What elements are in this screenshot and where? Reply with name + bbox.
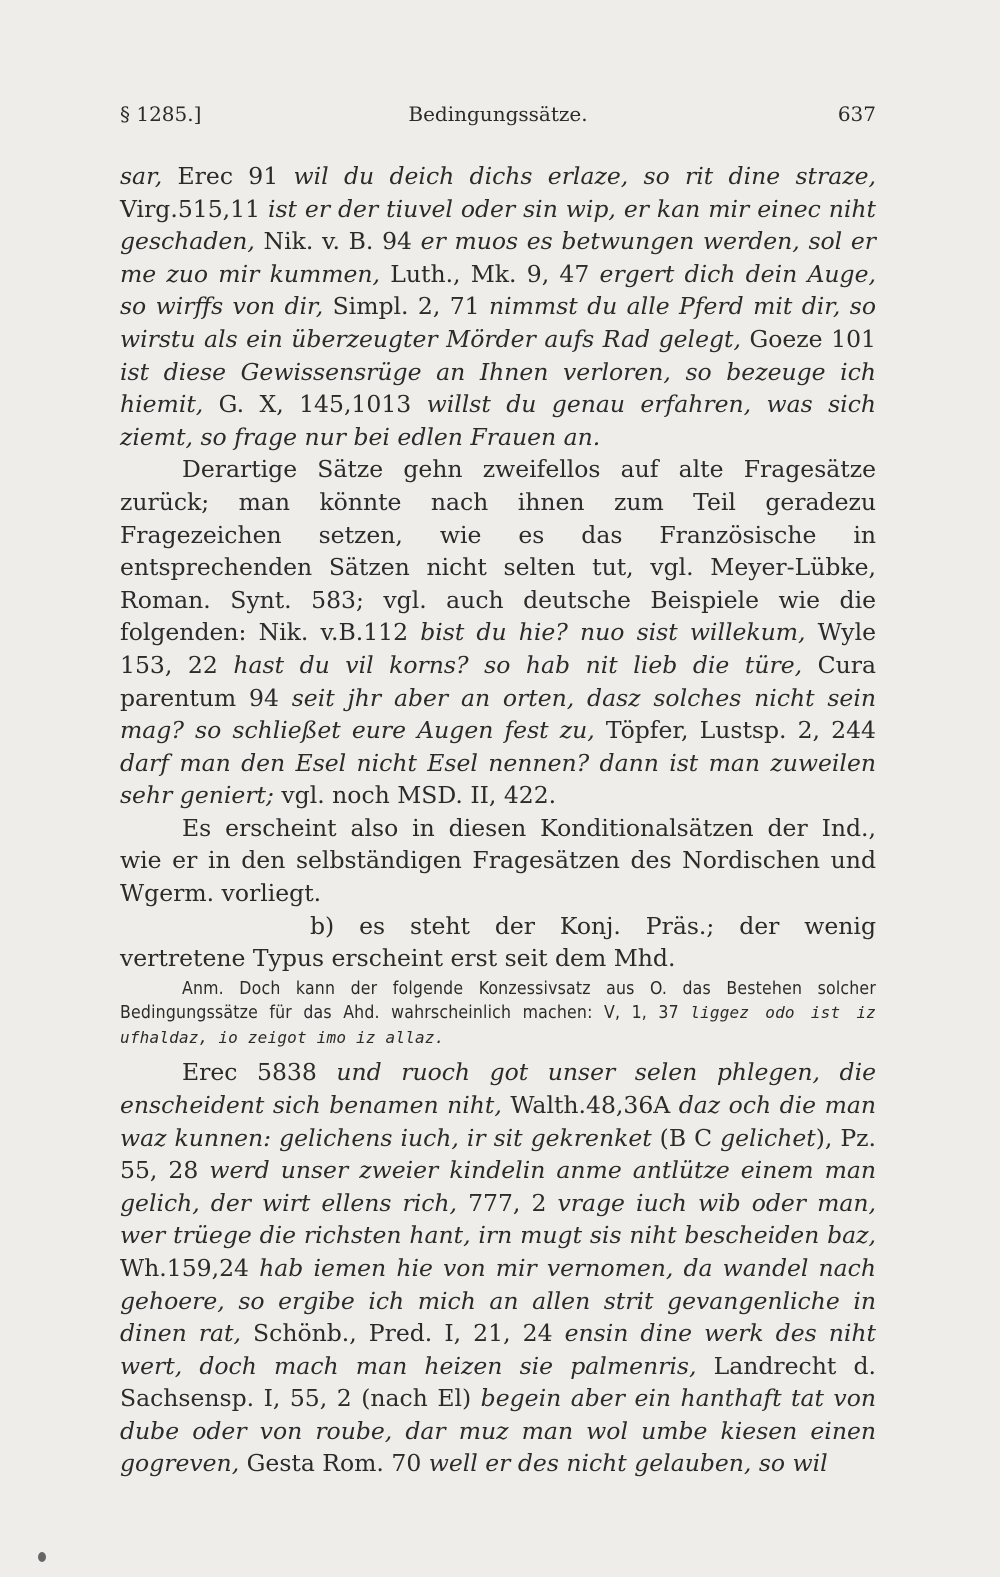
page-header bbox=[120, 102, 876, 132]
text-segment: Simpl. 2, 71 bbox=[323, 292, 489, 321]
text-segment: Wh.159,24 bbox=[120, 1253, 260, 1282]
text-segment: Erec 5838 bbox=[182, 1058, 337, 1087]
quoted-text: liggez odo ist iz ufhaldaz, io zeigot imo iz allaz. bbox=[120, 1003, 876, 1047]
text-segment: Landrecht d. Sachsensp. I, 55, 2 (nach El) bbox=[120, 1351, 876, 1413]
text-segment: Gesta Rom. 70 bbox=[239, 1449, 429, 1478]
quoted-text: vrage iuch wib oder man, wer trüege die richsten hant, irn mugt sis niht bescheiden baz, bbox=[120, 1188, 876, 1250]
quoted-text: sar, bbox=[120, 162, 163, 190]
text-segment: Walth.48,36A bbox=[501, 1090, 679, 1119]
paragraph bbox=[120, 812, 876, 910]
text-segment: G. X, 145,1013 bbox=[203, 390, 427, 419]
text-segment: 777, 2 bbox=[457, 1188, 558, 1217]
quoted-text: willst du genau erfahren, was sich ziemt, so frage nur bei edlen Frauen an. bbox=[120, 390, 876, 451]
text-segment: Goeze 101 bbox=[740, 324, 876, 353]
quoted-text: ergert dich dein Auge, so wirffs von dir, bbox=[120, 259, 876, 321]
text-segment: Schönb., Pred. I, 21, 24 bbox=[240, 1319, 565, 1348]
quoted-text: er muos es betwungen werden, sol er me zuo mir kummen, bbox=[120, 227, 876, 288]
quoted-text: werd unser zweier kindelin anme antlütze einem man gelich, der wirt ellens rich, bbox=[120, 1156, 876, 1217]
text-segment: Nik. v. B. 94 bbox=[254, 227, 421, 256]
quoted-text: gelichet bbox=[720, 1123, 816, 1152]
quoted-text: hab iemen hie von mir vernomen, da wandel nach gehoere, so ergibe ich mich an allen strit gevangenliche in dinen rat, bbox=[120, 1253, 876, 1348]
quoted-text: seit jhr aber an orten, dasz solches nicht sein mag? so schließet eure Augen fest zu, bbox=[120, 683, 876, 745]
running-title: Bedingungssätze. bbox=[408, 102, 588, 126]
paragraph bbox=[120, 453, 876, 812]
quoted-text: ist diese Gewissensrüge an Ihnen verloren, so bezeuge ich hiemit, bbox=[120, 357, 876, 419]
quoted-text: darf man den Esel nicht Esel nennen? dann ist man zuweilen sehr geniert; bbox=[120, 748, 876, 810]
quoted-text: nimmst du alle Pferd mit dir, so wirstu als ein überzeugter Mörder aufs Rad gelegt, bbox=[120, 292, 876, 353]
quoted-text: well er des nicht gelauben, so wil bbox=[428, 1449, 828, 1478]
quoted-text: ist er der tiuvel oder sin wip, er kan mir einec niht geschaden, bbox=[120, 194, 876, 256]
quoted-text: bist du hie? nuo sist willekum, bbox=[420, 618, 806, 647]
text-segment: Derartige Sätze gehn zweifellos auf alte Fragesätze zurück; man könnte nach ihnen zum Teil geradezu Fragezeichen setzen, wie es das Französische in entsprechenden Sätzen nicht selten tut, vgl. Meyer-Lübke, Roman. Synt. 583; vgl. auch deutsche Beispiele wie die folgenden: Nik. v.B.112 bbox=[120, 455, 876, 647]
page-body bbox=[120, 160, 876, 1480]
text-segment: b) es steht der Konj. Präs.; der wenig vertretene Typus erscheint erst seit dem Mhd. bbox=[120, 911, 876, 973]
text-segment: Anm. Doch kann der folgende Konzessivsatz aus O. das Bestehen solcher Bedingungssätze für das Ahd. wahrscheinlich machen: V, 1, 37 bbox=[120, 978, 876, 1024]
text-segment: Töpfer, Lustsp. 2, 244 bbox=[594, 716, 876, 745]
text-segment: Cura parentum 94 bbox=[120, 650, 876, 712]
annotation-note bbox=[120, 977, 876, 1051]
quoted-text: hast du vil korns? so hab nit lieb die türe, bbox=[233, 650, 803, 679]
quoted-text: begein aber ein hanthaft tat von dube oder von roube, dar muz man wol umbe kiesen einen gogreven, bbox=[120, 1384, 876, 1478]
text-segment: ), Pz. 55, 28 bbox=[120, 1123, 876, 1185]
text-segment: vgl. noch MSD. II, 422. bbox=[273, 781, 557, 810]
quoted-text: wil du deich dichs erlaze, so rit dine straze, bbox=[293, 162, 876, 190]
ink-speck bbox=[38, 1552, 46, 1562]
text-segment: Erec 91 bbox=[162, 162, 294, 190]
paragraph bbox=[120, 910, 876, 975]
text-segment: Virg.515,11 bbox=[120, 194, 268, 223]
page-number: 637 bbox=[837, 102, 876, 126]
text-segment: Luth., Mk. 9, 47 bbox=[380, 259, 600, 288]
text-segment: Es erscheint also in diesen Konditionalsätzen der Ind., wie er in den selbständigen Fragesätzen des Nordischen und Wgerm. vorliegt. bbox=[120, 813, 876, 908]
paragraph bbox=[120, 1056, 876, 1480]
quoted-text: daz och die man waz kunnen: gelichens iuch, ir sit gekrenket bbox=[120, 1090, 876, 1152]
text-segment: Wyle 153, 22 bbox=[120, 618, 876, 679]
section-number: § 1285.] bbox=[120, 102, 202, 126]
text-segment: (B C bbox=[651, 1123, 721, 1152]
quoted-text: ensin dine werk des niht wert, doch mach man heizen sie palmenris, bbox=[120, 1319, 876, 1380]
paragraph bbox=[120, 160, 876, 453]
quoted-text: und ruoch got unser selen phlegen, die enscheident sich benamen niht, bbox=[120, 1058, 877, 1119]
